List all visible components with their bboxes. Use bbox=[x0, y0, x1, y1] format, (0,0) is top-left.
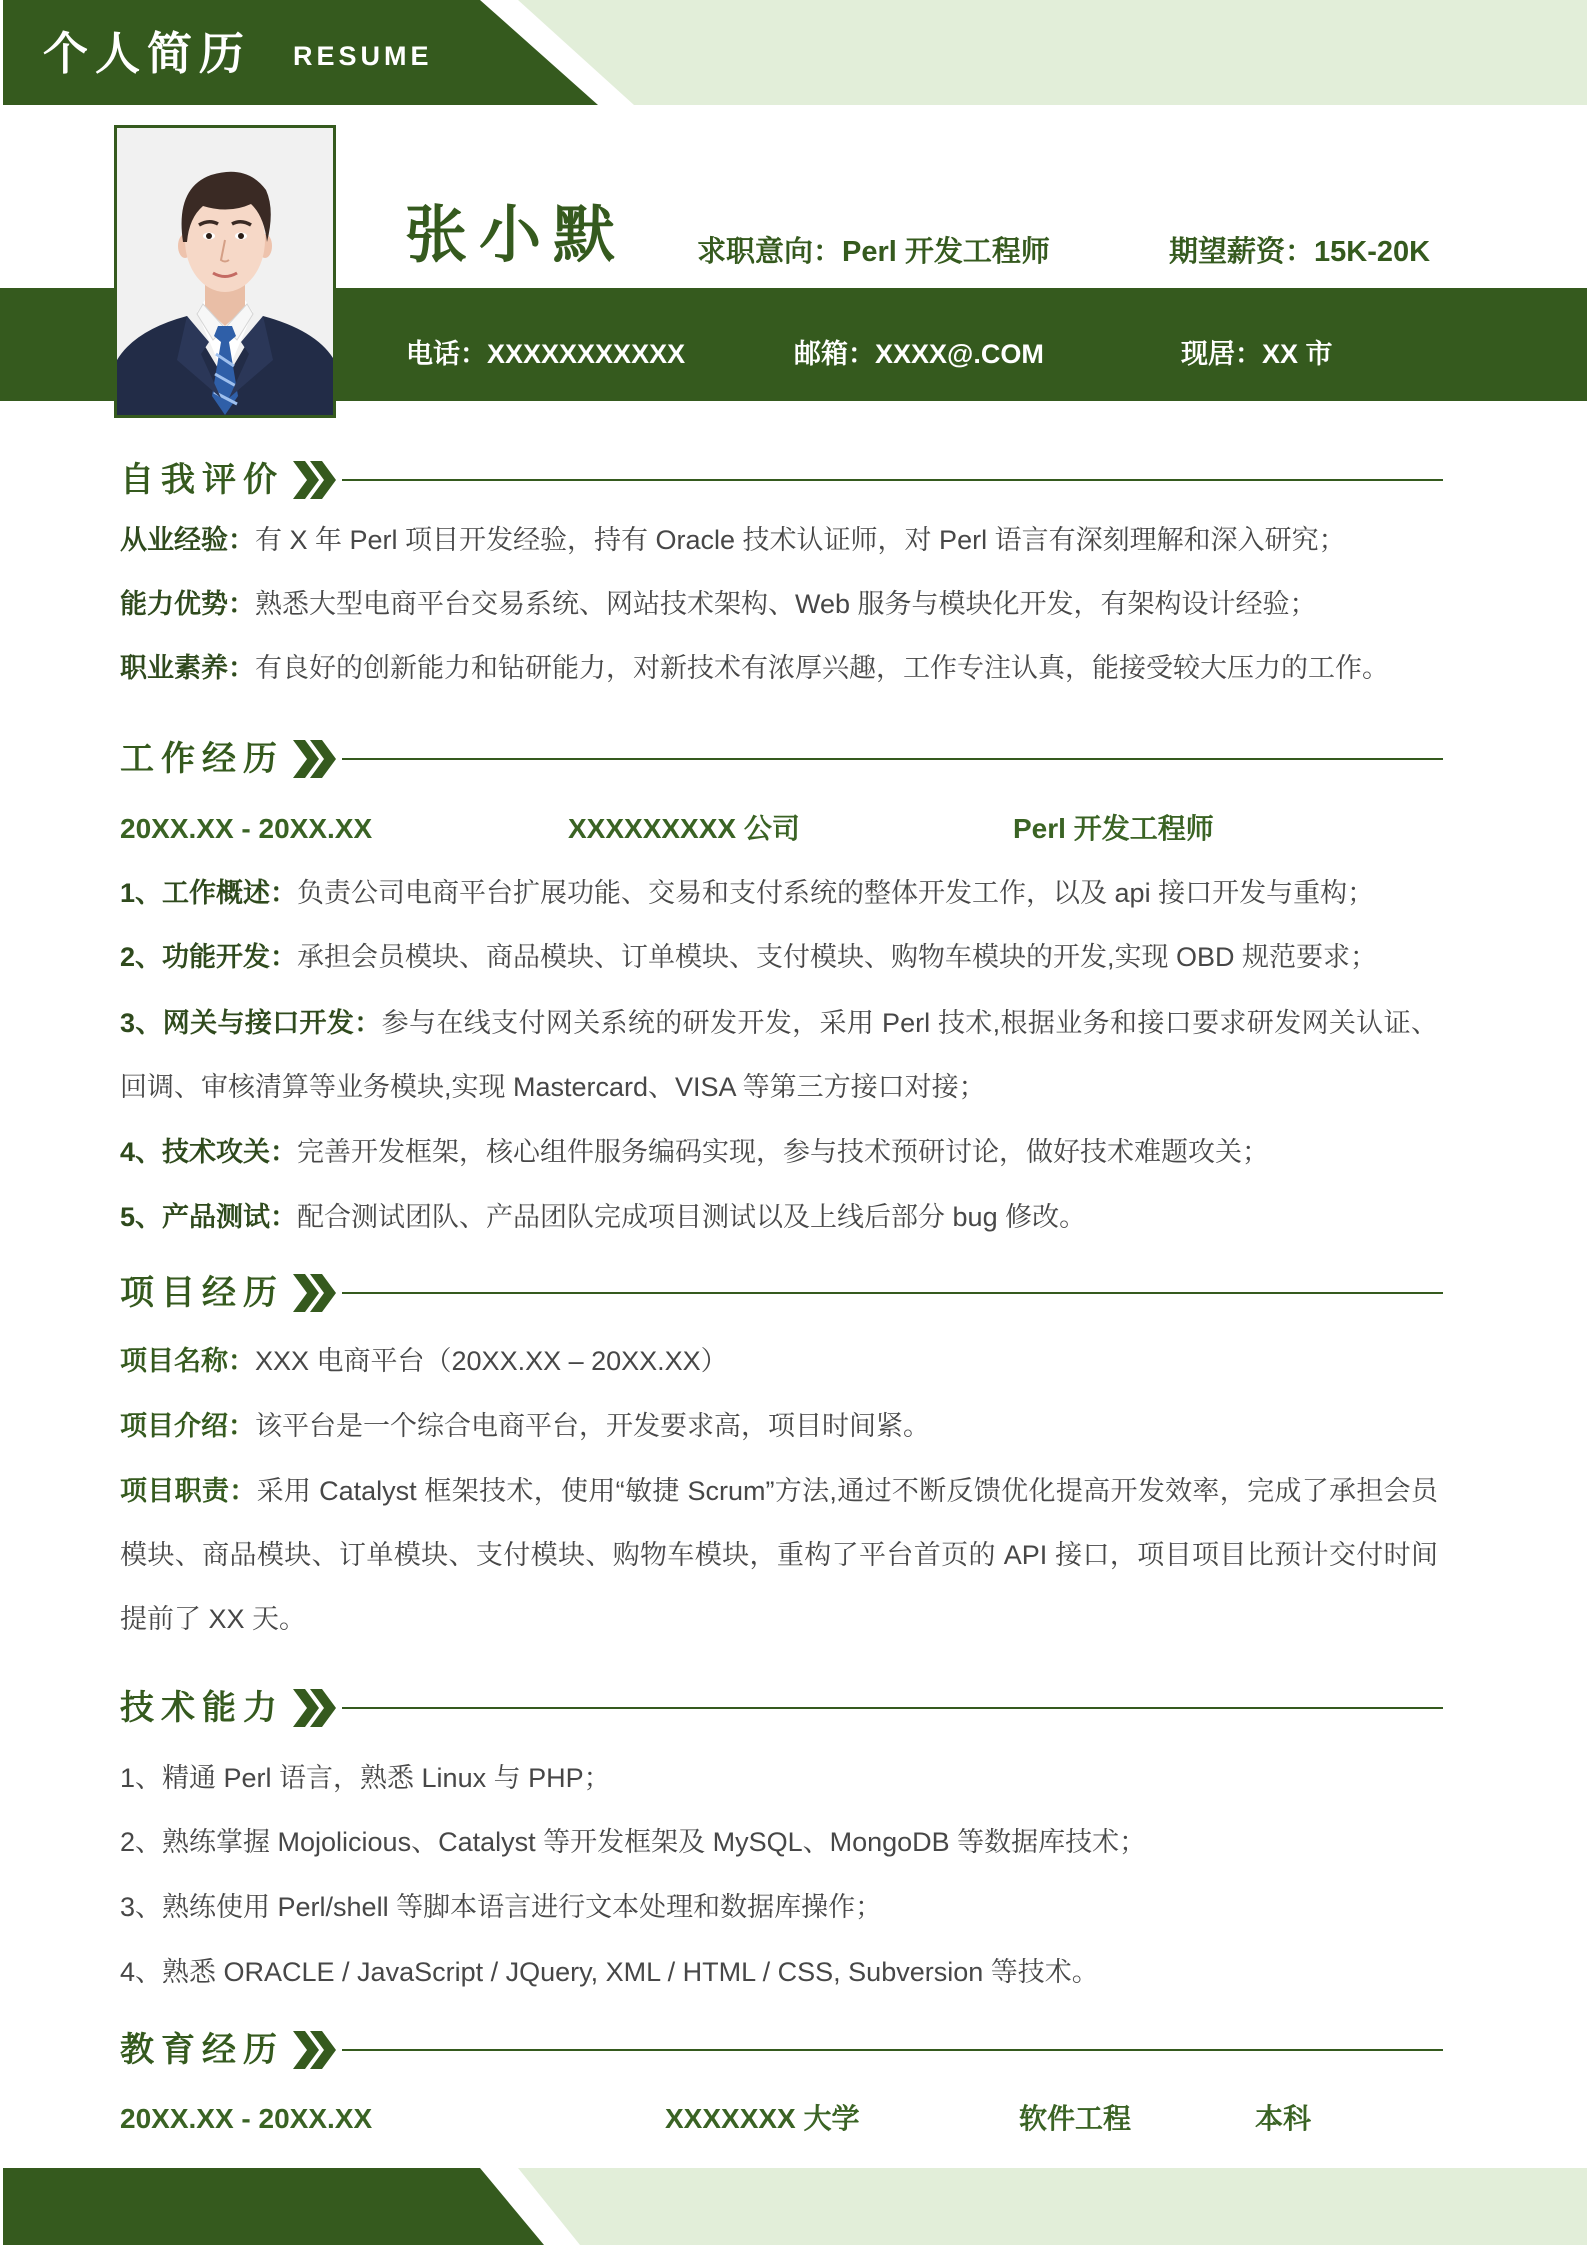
section-title: 技术能力 bbox=[120, 1689, 284, 1727]
location bbox=[1181, 334, 1333, 374]
email bbox=[794, 334, 1044, 374]
bottom-banner-light bbox=[518, 2168, 1587, 2245]
phone bbox=[406, 334, 685, 374]
job-intent-value: Perl 开发工程师 bbox=[842, 236, 1050, 268]
email-label: 邮箱： bbox=[794, 339, 875, 369]
avatar-illustration bbox=[117, 128, 333, 415]
work-item: 2、功能开发：承担会员模块、商品模块、订单模块、支付模块、购物车模块的开发,实现 OBD 规范要求； bbox=[120, 942, 1378, 972]
education-period: 20XX.XX - 20XX.XX bbox=[120, 2103, 373, 2134]
work-company: XXXXXXXXX 公司 bbox=[568, 813, 800, 844]
phone-label: 电话： bbox=[406, 339, 487, 369]
section-divider bbox=[342, 479, 1443, 481]
education-degree: 本科 bbox=[1255, 2103, 1312, 2134]
self-eval-item: 能力优势：熟悉大型电商平台交易系统、网站技术架构、Web 服务与模块化开发，有架构设计经验； bbox=[120, 589, 1317, 619]
section-divider bbox=[342, 2049, 1443, 2051]
skill-item: 2、熟练掌握 Mojolicious、Catalyst 等开发框架及 MySQL、MongoDB 等数据库技术； bbox=[120, 1827, 1147, 1857]
section-header-education bbox=[0, 2025, 1587, 2075]
bottom-banner bbox=[0, 2168, 1587, 2245]
section-divider bbox=[342, 1707, 1443, 1709]
project-item: 项目职责：采用 Catalyst 框架技术，使用“敏捷 Scrum”方法,通过不断反馈优化提高开发效率，完成了承担会员模块、商品模块、订单模块、支付模块、购物车模块，重构了平台首页的 API 接口，项目项目比预计交付时间提前了 XX 天。 bbox=[120, 1476, 1438, 1634]
section-header-self-eval bbox=[0, 455, 1587, 505]
double-chevron-icon bbox=[293, 740, 343, 778]
expected-salary bbox=[1169, 232, 1430, 272]
job-intent-label: 求职意向： bbox=[697, 236, 843, 268]
work-period: 20XX.XX - 20XX.XX bbox=[120, 813, 373, 844]
email-value: XXXX@.COM bbox=[875, 339, 1044, 369]
self-eval-item: 职业素养：有良好的创新能力和钻研能力，对新技术有浓厚兴趣，工作专注认真，能接受较大压力的工作。 bbox=[120, 653, 1389, 683]
work-item: 4、技术攻关：完善开发框架，核心组件服务编码实现，参与技术预研讨论，做好技术难题攻关； bbox=[120, 1137, 1270, 1167]
top-banner-light bbox=[518, 0, 1587, 105]
section-title: 工作经历 bbox=[120, 740, 284, 778]
section-title: 自我评价 bbox=[120, 461, 284, 499]
work-item: 3、网关与接口开发：参与在线支付网关系统的研发开发，采用 Perl 技术,根据业务和接口要求研发网关认证、回调、审核清算等业务模块,实现 Mastercard、VISA 等第三方接口对接； bbox=[120, 1008, 1438, 1102]
section-header-projects bbox=[0, 1268, 1587, 1318]
skill-item: 1、精通 Perl 语言，熟悉 Linux 与 PHP； bbox=[120, 1763, 611, 1793]
section-divider bbox=[342, 758, 1443, 760]
section-title: 教育经历 bbox=[120, 2031, 284, 2069]
double-chevron-icon bbox=[293, 1274, 343, 1312]
resume-subtitle: RESUME bbox=[293, 41, 433, 71]
salary-label: 期望薪资： bbox=[1169, 236, 1315, 268]
avatar-photo bbox=[114, 125, 336, 418]
self-eval-item: 从业经验：有 X 年 Perl 项目开发经验，持有 Oracle 技术认证师，对 Perl 语言有深刻理解和深入研究； bbox=[120, 525, 1346, 555]
work-position: Perl 开发工程师 bbox=[1013, 813, 1214, 844]
location-value: XX 市 bbox=[1262, 339, 1333, 369]
double-chevron-icon bbox=[293, 2031, 343, 2069]
section-divider bbox=[342, 1292, 1443, 1294]
resume-title: 个人简历 bbox=[43, 28, 252, 79]
education-school: XXXXXXX 大学 bbox=[665, 2103, 860, 2134]
salary-value: 15K-20K bbox=[1314, 236, 1431, 268]
project-item: 项目名称：XXX 电商平台（20XX.XX – 20XX.XX） bbox=[120, 1346, 728, 1376]
section-header-skills bbox=[0, 1683, 1587, 1733]
skill-item: 3、熟练使用 Perl/shell 等脚本语言进行文本处理和数据库操作； bbox=[120, 1892, 883, 1922]
job-intent bbox=[697, 232, 1050, 272]
double-chevron-icon bbox=[293, 1689, 343, 1727]
bottom-banner-dark bbox=[3, 2168, 544, 2245]
phone-value: XXXXXXXXXXX bbox=[487, 339, 686, 369]
section-title: 项目经历 bbox=[120, 1274, 284, 1312]
section-header-work bbox=[0, 734, 1587, 784]
double-chevron-icon bbox=[293, 461, 343, 499]
skill-item: 4、熟悉 ORACLE / JavaScript / JQuery, XML / HTML / CSS, Subversion 等技术。 bbox=[120, 1957, 1099, 1987]
work-item: 5、产品测试：配合测试团队、产品团队完成项目测试以及上线后部分 bug 修改。 bbox=[120, 1202, 1087, 1232]
education-major: 软件工程 bbox=[1019, 2103, 1132, 2134]
project-item: 项目介绍：该平台是一个综合电商平台，开发要求高，项目时间紧。 bbox=[120, 1411, 930, 1441]
candidate-name: 张小默 bbox=[405, 201, 628, 270]
location-label: 现居： bbox=[1181, 339, 1262, 369]
work-item: 1、工作概述：负责公司电商平台扩展功能、交易和支付系统的整体开发工作，以及 api 接口开发与重构； bbox=[120, 878, 1375, 908]
